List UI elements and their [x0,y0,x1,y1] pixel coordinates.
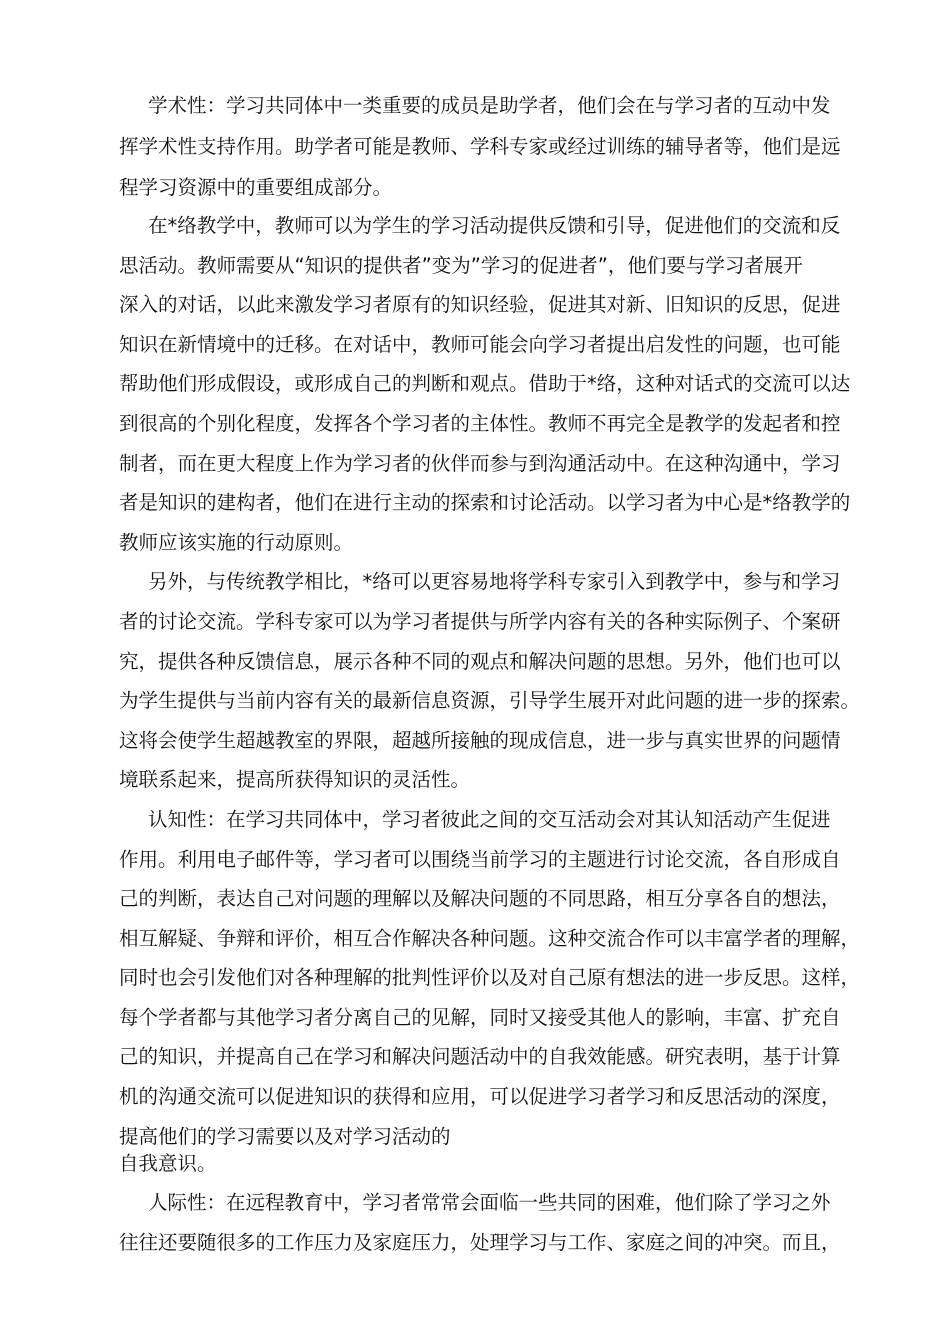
text-line: 教师应该实施的行动原则。 [119,531,354,554]
text-line: 另外，与传统教学相比，*络可以更容易地将学科专家引入到教学中，参与和学习 [148,570,841,593]
text-line: 这将会使学生超越教室的界限，超越所接触的现成信息，进一步与真实世界的问题情 [119,729,841,752]
text-line: 机的沟通交流可以促进知识的获得和应用，可以促进学习者学习和反思活动的深度， [119,1085,841,1108]
text-line: 相互解疑、争辩和评价，相互合作解决各种问题。这种交流合作可以丰富学者的理解， [119,927,861,950]
text-line: 到很高的个别化程度，发挥各个学习者的主体性。教师不再完全是教学的发起者和控 [119,412,841,435]
text-line: 境联系起来，提高所获得知识的灵活性。 [119,768,471,791]
text-line: 作用。利用电子邮件等，学习者可以围绕当前学习的主题进行讨论交流，各自形成自 [119,848,841,871]
text-line: 己的判断，表达自己对问题的理解以及解决问题的不同思路，相互分享各自的想法， [119,887,841,910]
text-line: 往往还要随很多的工作压力及家庭压力，处理学习与工作、家庭之间的冲突。而且， [119,1231,841,1254]
text-line: 程学习资源中的重要组成部分。 [119,176,393,199]
text-line: 知识在新情境中的迁移。在对话中，教师可能会向学习者提出启发性的问题，也可能 [119,333,841,356]
text-line: 学术性：学习共同体中一类重要的成员是助学者，他们会在与学习者的互动中发 [148,94,831,117]
text-line: 认知性：在学习共同体中，学习者彼此之间的交互活动会对其认知活动产生促进 [148,808,831,831]
text-line: 思活动。教师需要从“知识的提供者”变为”学习的促进者”，他们要与学习者展开 [119,254,803,277]
text-line: 为学生提供与当前内容有关的最新信息资源，引导学生展开对此问题的进一步的探索。 [119,689,861,712]
text-line: 人际性：在远程教育中，学习者常常会面临一些共同的困难，他们除了学习之外 [148,1191,831,1214]
text-line: 同时也会引发他们对各种理解的批判性评价以及对自己原有想法的进一步反思。这样， [119,966,861,989]
text-line: 深入的对话，以此来激发学习者原有的知识经验，促进其对新、旧知识的反思，促进 [119,293,841,316]
text-line: 提高他们的学习需要以及对学习活动的 [119,1125,451,1148]
text-line: 究，提供各种反馈信息，展示各种不同的观点和解决问题的思想。另外，他们也可以 [119,650,841,673]
text-line: 制者，而在更大程度上作为学习者的伙伴而参与到沟通活动中。在这种沟通中，学习 [119,452,841,475]
text-line: 者是知识的建构者，他们在进行主动的探索和讨论活动。以学习者为中心是*络教学的 [119,491,851,514]
text-line: 在*络教学中，教师可以为学生的学习活动提供反馈和引导，促进他们的交流和反 [148,214,841,237]
text-line: 者的讨论交流。学科专家可以为学习者提供与所学内容有关的各种实际例子、个案研 [119,610,841,633]
text-line: 自我意识。 [119,1152,217,1175]
text-line: 帮助他们形成假设，或形成自己的判断和观点。借助于*络，这种对话式的交流可以达 [119,372,851,395]
text-line: 己的知识，并提高自己在学习和解决问题活动中的自我效能感。研究表明，基于计算 [119,1045,841,1068]
text-line: 每个学者都与其他学习者分离自己的见解，同时又接受其他人的影响，丰富、扩充自 [119,1006,841,1029]
text-line: 挥学术性支持作用。助学者可能是教师、学科专家或经过训练的辅导者等，他们是远 [119,135,841,158]
